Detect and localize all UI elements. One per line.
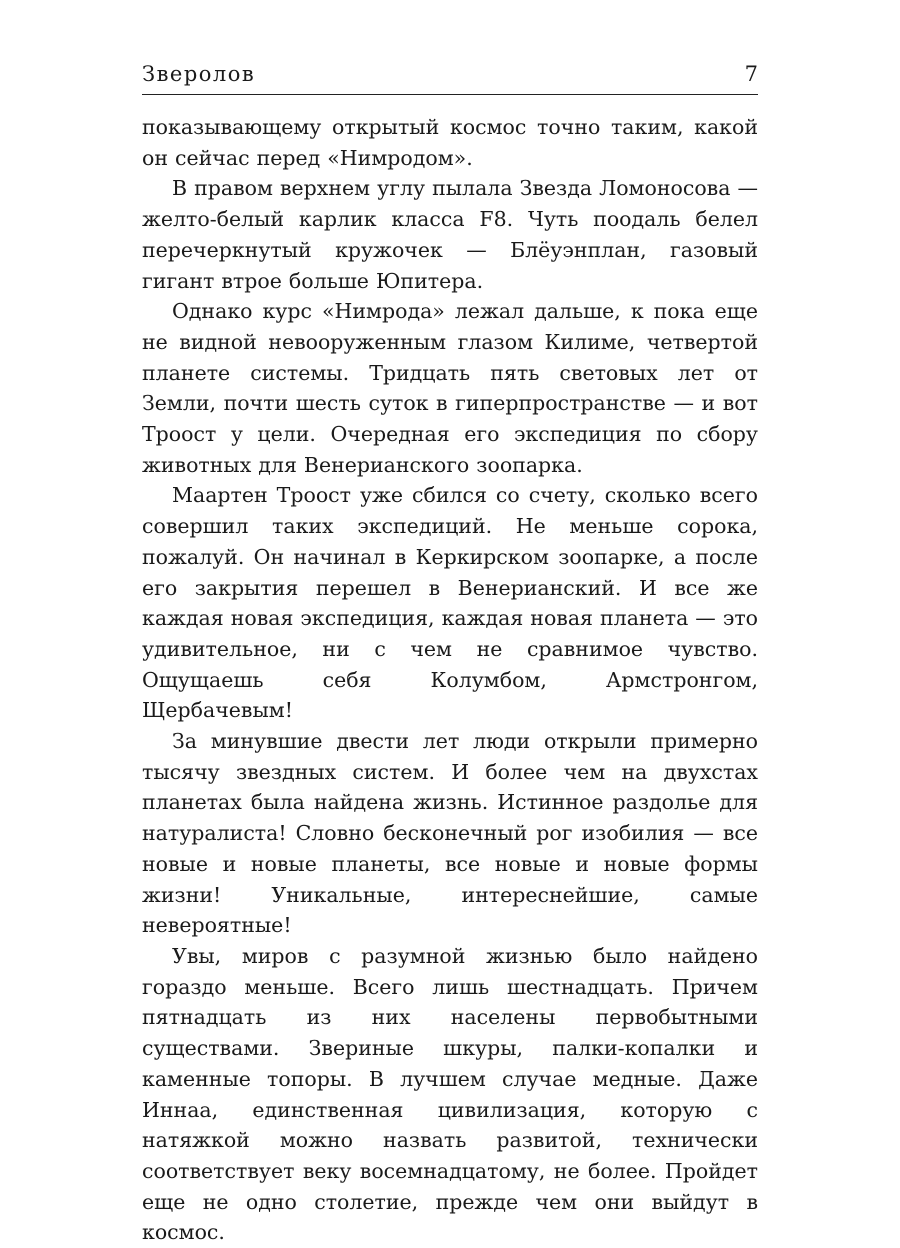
paragraph: Маартен Троост уже сбился со счету, сколько всего совершил таких экспедиций. Не меньше сорока, пожалуй. Он начинал в Керкирском зоопарке, а после его закрытия перешел в Венерианский. И все же каждая новая экспедиция, каждая новая планета — это удивительное, ни с чем не сравнимое чувство. Ощущаешь себя Колумбом, Армстронгом, Щербачевым! [142, 483, 758, 723]
body-text [142, 112, 758, 1248]
paragraph: За минувшие двести лет люди открыли примерно тысячу звездных систем. И более чем на двухстах планетах была найдена жизнь. Истинное раздолье для натуралиста! Словно бесконечный рог изобилия — все новые и новые планеты, все новые и новые формы жизни! Уникальные, интереснейшие, самые невероятные! [142, 729, 758, 938]
paragraph: Однако курс «Нимрода» лежал дальше, к пока еще не видной невооруженным глазом Килиме, четвертой планете системы. Тридцать пять световых лет от Земли, почти шесть суток в гиперпространстве — и вот Троост у цели. Очередная его экспедиция по сбору животных для Венерианского зоопарка. [142, 299, 758, 477]
paragraph-continuation: показывающему открытый космос точно таким, какой он сейчас перед «Нимродом». [142, 115, 758, 170]
paragraph: В правом верхнем углу пылала Звезда Ломоносова — желто-белый карлик класса F8. Чуть поодаль белел перечеркнутый кружочек — Блёуэнплан, газовый гигант втрое больше Юпитера. [142, 176, 758, 293]
running-header [142, 62, 758, 95]
running-title: Зверолов [142, 62, 256, 86]
book-page [142, 62, 758, 1248]
paragraph: Увы, миров с разумной жизнью было найдено гораздо меньше. Всего лишь шестнадцать. Причем пятнадцать из них населены первобытными существами. Звериные шкуры, палки-копалки и каменные топоры. В лучшем случае медные. Даже Иннаа, единственная цивилизация, которую с натяжкой можно назвать развитой, технически соответствует веку восемнадцатому, не более. Пройдет еще не одно столетие, прежде чем они выйдут в космос. [142, 943, 758, 1245]
page-number: 7 [744, 62, 758, 86]
